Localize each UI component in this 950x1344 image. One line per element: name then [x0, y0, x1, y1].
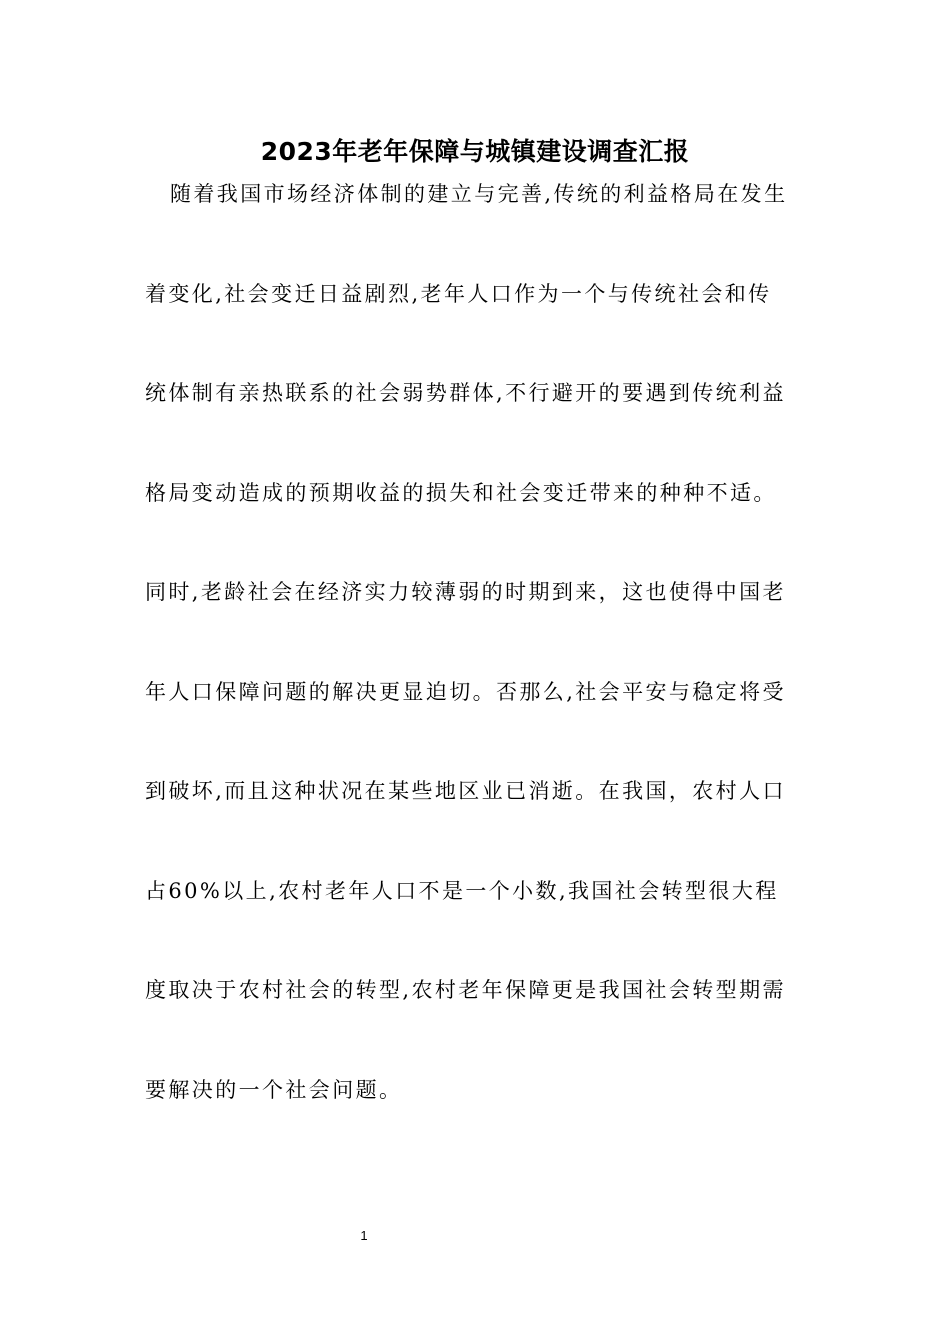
text-line: 同时,老龄社会在经济实力较薄弱的时期到来，这也使得中国老 [145, 580, 786, 604]
body-paragraph [145, 172, 810, 1167]
document-title: 2023年老年保障与城镇建设调查汇报 [260, 137, 690, 166]
page-number: 1 [360, 1228, 368, 1243]
text-line: 年人口保障问题的解决更显迫切。否那么,社会平安与稳定将受 [145, 679, 786, 704]
text-line: 格局变动造成的预期收益的损失和社会变迁带来的种种不适。 [145, 480, 777, 505]
text-line: 着变化,社会变迁日益剧烈,老年人口作为一个与传统社会和传 [145, 281, 772, 306]
text-line: 统体制有亲热联系的社会弱势群体,不行避开的要遇到传统利益 [145, 381, 786, 405]
text-line: 到破坏,而且这种状况在某些地区业已消逝。在我国，农村人口 [145, 779, 786, 803]
text-line: 随着我国市场经济体制的建立与完善,传统的利益格局在发生 [170, 182, 788, 206]
text-line: 要解决的一个社会问题。 [145, 1077, 403, 1102]
text-line: 度取决于农村社会的转型,农村老年保障更是我国社会转型期需 [145, 978, 786, 1002]
text-line: 占60%以上,农村老年人口不是一个小数,我国社会转型很大程 [145, 878, 779, 903]
